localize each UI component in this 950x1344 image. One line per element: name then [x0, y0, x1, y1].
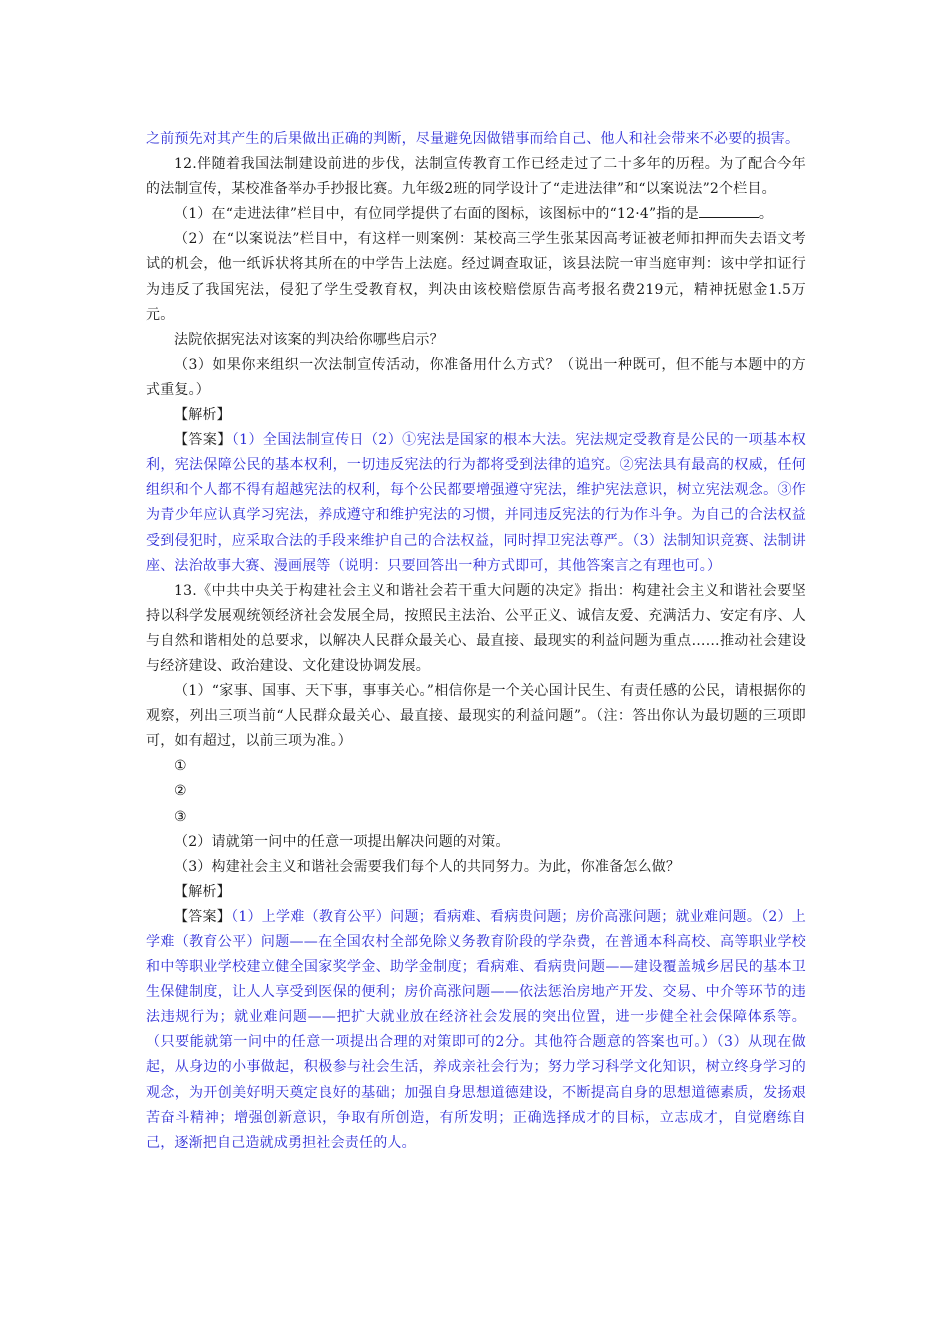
q13-answer-text: （1）上学难（教育公平）问题；看病难、看病贵问题；房价高涨问题；就业难问题。（2）上学难（教育公平）问题——在全国农村全部免除义务教育阶段的学杂费，在普通本科高校、高等职业学校和中等职业学校建立健全国家奖学金、助学金制度；看病难、看病贵问题——建设覆盖城乡居民的基本卫生保健制度，让人人享受到医保的便利；房价高涨问题——依法惩治房地产开发、交易、中介等环节的违法违规行为；就业难问题——把扩大就业放在经济社会发展的突出位置，进一步健全社会保障体系等。（只要能就第一问中的任意一项提出合理的对策即可的2分。其他符合题意的答案也可。）（3）从现在做起，从身边的小事做起，积极参与社会生活，养成亲社会行为；努力学习科学文化知识，树立终身学习的观念，为开创美好明天奠定良好的基础；加强自身思想道德建设，不断提高自身的思想道德素质，发扬艰苦奋斗精神；增强创新意识，争取有所创造，有所发明；正确选择成才的目标，立志成才，自觉磨练自己，逐渐把自己造就成勇担社会责任的人。 [146, 908, 806, 1151]
q12-sub1 [146, 202, 806, 227]
q13-answer [146, 905, 806, 1156]
document-content [146, 127, 806, 1156]
q12-sub1-text: （1）在“走进法律”栏目中，有位同学提供了右面的图标，该图标中的“12·4”指的是 [174, 206, 699, 223]
q13-stem: 13.《中共中央关于构建社会主义和谐社会若干重大问题的决定》指出：构建社会主义和谐社会要坚持以科学发展观统领经济社会发展全局，按照民主法治、公平正义、诚信友爱、充满活力、安定有序、人与自然和谐相处的总要求，以解决人民群众最关心、最直接、最现实的利益问题为重点……推动社会建设与经济建设、政治建设、文化建设协调发展。 [146, 582, 806, 674]
q12-stem: 12.伴随着我国法制建设前进的步伐，法制宣传教育工作已经走过了二十多年的历程。为了配合今年的法制宣传，某校准备举办手抄报比赛。九年级2班的同学设计了“走进法律”和“以案说法”2个栏目。 [146, 156, 806, 198]
q12-answer-label: 【答案】 [174, 432, 232, 449]
q13-sub1: （1）“家事、国事、天下事，事事关心。”相信你是一个关心国计民生、有责任感的公民，请根据你的观察，列出三项当前“人民群众最关心、最直接、最现实的利益问题”。（注：答出你认为最切题的三项即可，如有超过，以前三项为准。） [146, 683, 806, 750]
q11-answer-tail: 之前预先对其产生的后果做出正确的判断，尽量避免因做错事而给自己、他人和社会带来不必要的损害。 [146, 131, 800, 147]
q13-item-2: ② [174, 783, 187, 800]
q12-sub2-question: 法院依据宪法对该案的判决给你哪些启示？ [174, 331, 444, 348]
q13-sub3: （3）构建社会主义和谐社会需要我们每个人的共同努力。为此，你准备怎么做？ [174, 858, 681, 875]
q13-analysis-label: 【解析】 [174, 883, 231, 900]
q13-sub2: （2）请就第一问中的任意一项提出解决问题的对策。 [174, 833, 510, 850]
q12-answer-text: （1）全国法制宣传日（2）①宪法是国家的根本大法。宪法规定受教育是公民的一项基本权利，宪法保障公民的基本权利，一切违反宪法的行为都将受到法律的追究。②宪法具有最高的权威，任何组织和个人都不得有超越宪法的权利，每个公民都要增强遵守宪法，维护宪法意识，树立宪法观念。③作为青少年应认真学习宪法，养成遵守和维护宪法的习惯，并同违反宪法的行为作斗争。为自己的合法权益受到侵犯时，应采取合法的手段来维护自己的合法权益，同时捍卫宪法尊严。（3）法制知识竞赛、法制讲座、法治故事大赛、漫画展等（说明：只要回答出一种方式即可，其他答案言之有理也可。） [146, 432, 806, 574]
q12-sub2: （2）在“以案说法”栏目中，有这样一则案例：某校高三学生张某因高考证被老师扣押而失去语文考试的机会，他一纸诉状将其所在的中学告上法庭。经过调查取证，该县法院一审当庭审判：该中学扣证行为违反了我国宪法，侵犯了学生受教育权，判决由该校赔偿原告高考报名费219元，精神抚慰金1.5万元。 [146, 231, 806, 323]
q13-item-1: ① [174, 758, 187, 775]
q12-analysis-label: 【解析】 [174, 407, 231, 424]
answer-blank [699, 203, 759, 218]
q12-sub1-end: 。 [758, 206, 774, 223]
q12-answer [146, 428, 806, 579]
q13-answer-label: 【答案】 [174, 908, 232, 925]
q13-item-3: ③ [174, 808, 187, 825]
q12-sub3: （3）如果你来组织一次法制宣传活动，你准备用什么方式？（说出一种既可，但不能与本题中的方式重复。） [146, 356, 806, 398]
